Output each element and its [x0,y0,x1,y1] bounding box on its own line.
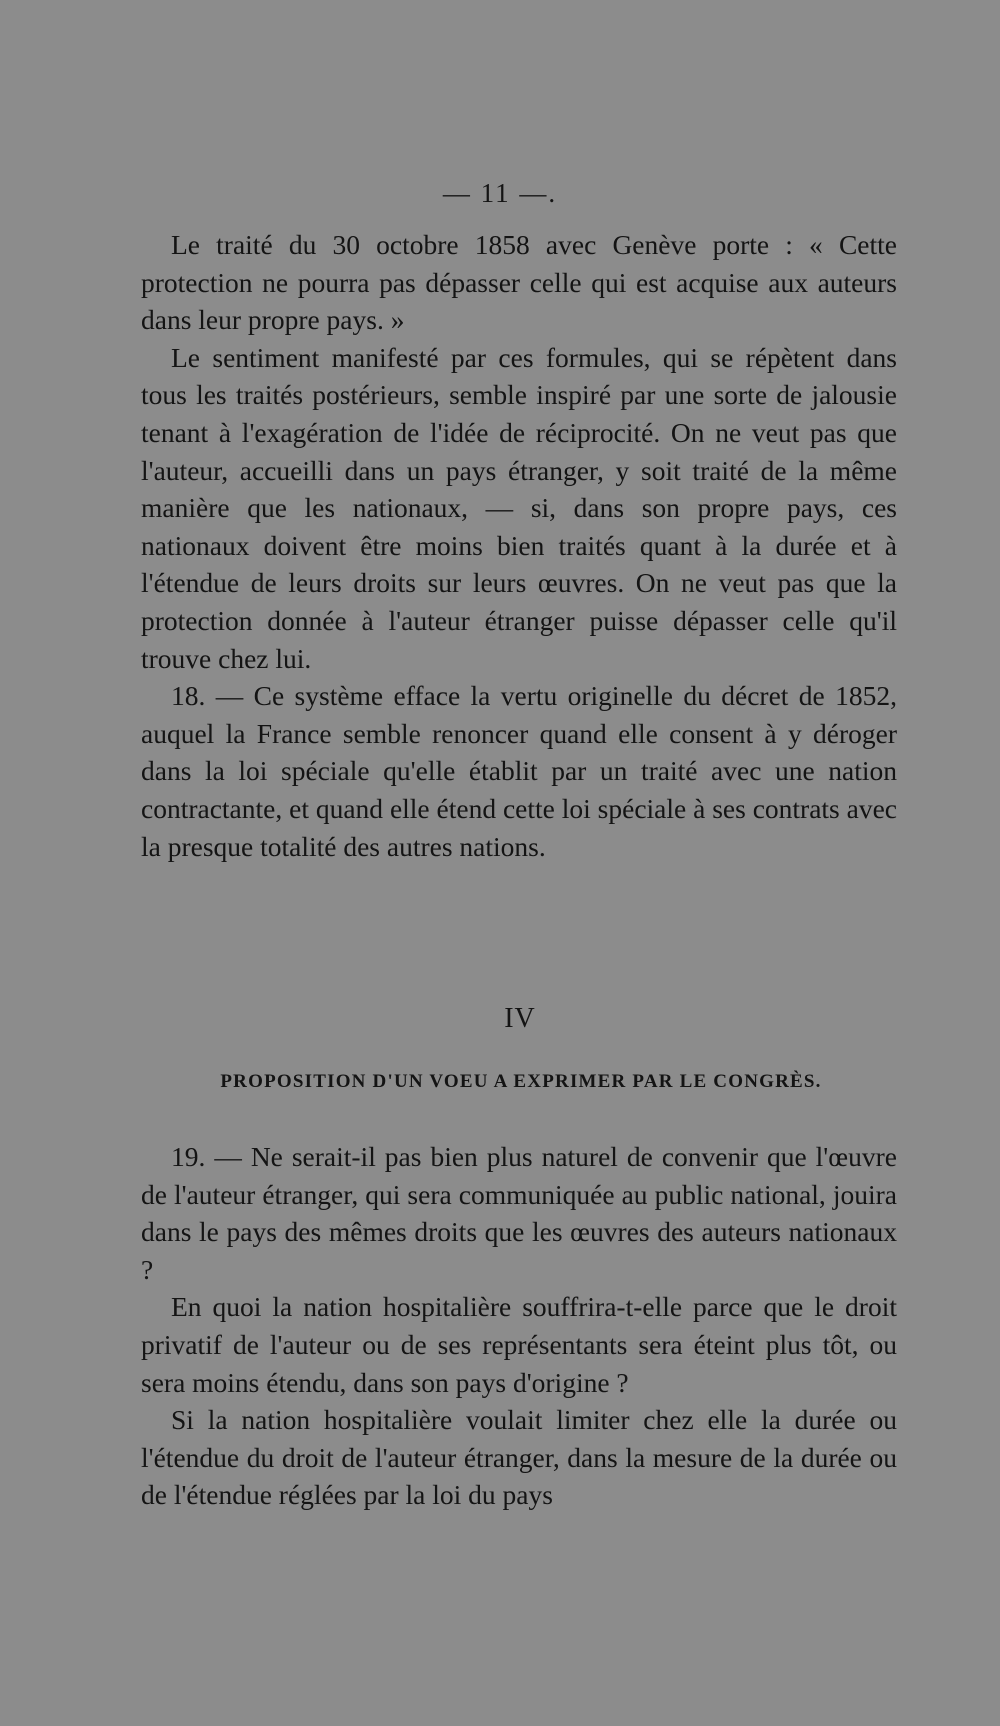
section-numeral: IV [504,1003,536,1034]
paragraph-sentiment: Le sentiment manifesté par ces formules, qui se répètent dans tous les traités postérieurs, semble inspiré par une sorte de jalousie tenant à l'exagération de l'idée de réciprocité. On ne veut pas que l'auteur, accueilli dans un pays étranger, y soit traité de la même manière que les nationaux, — si, dans son propre pays, ces nationaux doivent être moins bien traités quant à la durée et à l'étendue de leurs droits sur leurs œuvres. On ne veut pas que la protection donnée à l'auteur étranger puisse dépasser celle qu'il trouve chez lui. [141,341,897,674]
paragraph-geneva-treaty: Le traité du 30 octobre 1858 avec Genève porte : « Cette protection ne pourra pas dépasser celle qui est acquise aux auteurs dans leur propre pays. » [141,229,897,336]
paragraph-hospitable-nation: En quoi la nation hospitalière souffrira-t-elle parce que le droit privatif de l'auteur ou de ses représentants sera éteint plus tôt, ou sera moins étendu, dans son pays d'origine ? [141,1291,897,1398]
section-title: PROPOSITION D'UN VOEU A EXPRIMER PAR LE CONGRÈS. [220,1071,822,1092]
paragraph-19: 19. — Ne serait-il pas bien plus naturel de convenir que l'œuvre de l'auteur étranger, qui sera communiquée au public national, jouira dans le pays des mêmes droits que les œuvres des auteurs nationaux ? [141,1141,897,1285]
paragraph-limit: Si la nation hospitalière voulait limiter chez elle la durée ou l'étendue du droit de l'auteur étranger, dans la mesure de la durée ou de l'étendue réglées par la loi du pays [141,1404,897,1511]
page-number: — 11 —. [442,178,558,208]
text-block-lower [141,1138,897,1514]
text-block-upper [141,226,897,865]
paragraph-18: 18. — Ce système efface la vertu originelle du décret de 1852, auquel la France semble renoncer quand elle consent à y déroger dans la loi spéciale qu'elle établit par un traité avec une nation contractante, et quand elle étend cette loi spéciale à ses contrats avec la presque totalité des autres nations. [141,680,897,862]
